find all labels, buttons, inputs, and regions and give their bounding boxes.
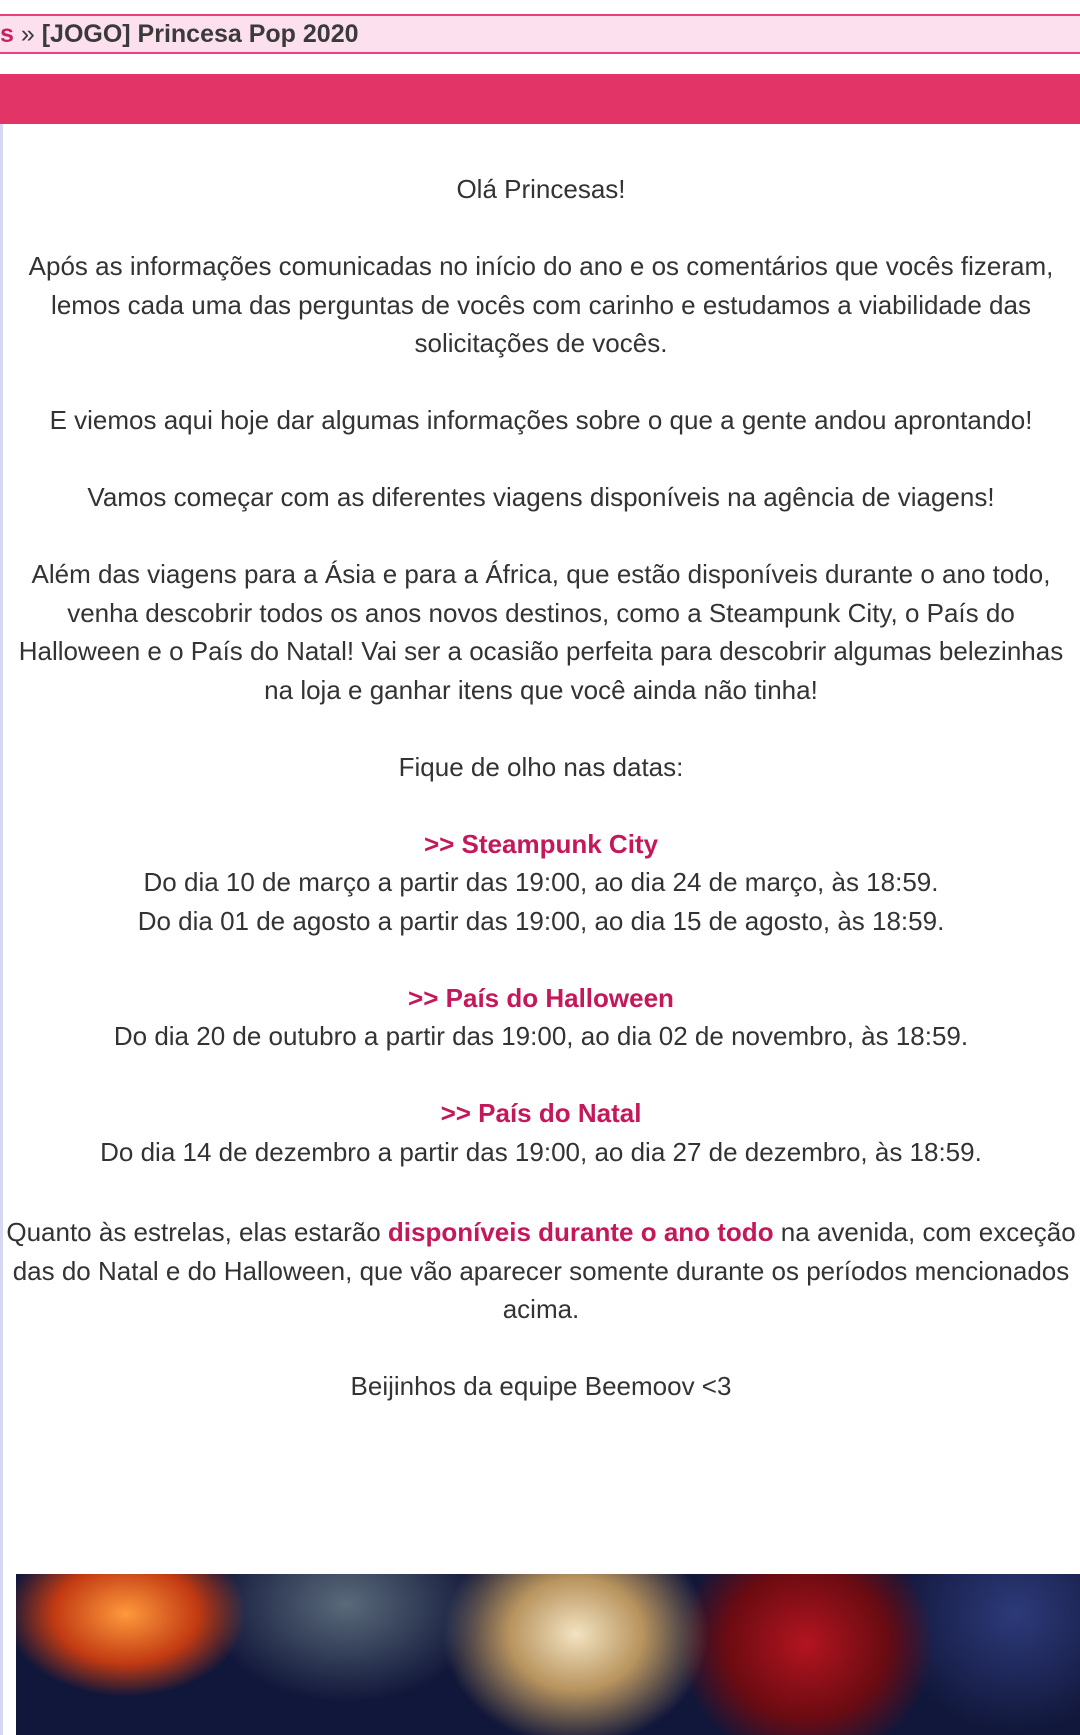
stars-text-after: na avenida, com exceção das do Natal e do Halloween, que vão aparecer somente durante os períodos mencionados acima. [12, 1217, 1076, 1324]
destination-title: >> País do Natal [440, 1098, 642, 1128]
stars-paragraph [4, 1213, 1078, 1329]
post-body [4, 170, 1078, 1444]
intro-paragraph: Após as informações comunicadas no início do ano e os comentários que vocês fizeram, lemos cada uma das perguntas de vocês com carinho e estudamos a viabilidade das solicitações de vocês. [28, 251, 1054, 358]
destination-natal [4, 1094, 1078, 1171]
destination-date: Do dia 14 de dezembro a partir das 19:00, ao dia 27 de dezembro, às 18:59. [100, 1136, 982, 1167]
breadcrumb [0, 14, 1080, 54]
destination-date: Do dia 01 de agosto a partir das 19:00, ao dia 15 de agosto, às 18:59. [137, 905, 945, 936]
destination-halloween [4, 979, 1078, 1056]
destination-date: Do dia 10 de março a partir das 19:00, ao dia 24 de março, às 18:59. [143, 867, 939, 897]
destinations-paragraph: Além das viagens para a Ásia e para a África, que estão disponíveis durante o ano todo, venha descobrir todos os anos novos destinos, como a Steampunk City, o País do Halloween e o País do Natal! Vai ser a ocasião perfeita para descobrir algumas belezinhas na loja e ganhar itens que você ainda não tinha! [18, 559, 1064, 705]
destination-date: Do dia 20 de outubro a partir das 19:00, ao dia 02 de novembro, às 18:59. [113, 1021, 969, 1051]
destination-title: >> Steampunk City [423, 828, 659, 859]
breadcrumb-separator: » [20, 20, 35, 48]
dates-intro: Fique de olho nas datas: [398, 751, 684, 782]
breadcrumb-current-topic: [JOGO] Princesa Pop 2020 [41, 20, 359, 48]
post-header-bar [0, 74, 1080, 124]
destination-title: >> País do Halloween [408, 982, 674, 1013]
signoff: Beijinhos da equipe Beemoov <3 [350, 1371, 732, 1401]
stars-text-before: Quanto às estrelas, elas estarão [6, 1217, 388, 1247]
event-banner-image [16, 1574, 1080, 1735]
destination-steampunk [4, 825, 1078, 941]
breadcrumb-parent-link[interactable]: s [0, 20, 14, 48]
greeting: Olá Princesas! [456, 174, 626, 204]
stars-highlight: disponíveis durante o ano todo [387, 1217, 774, 1247]
news-paragraph: E viemos aqui hoje dar algumas informações sobre o que a gente andou aprontando! [49, 405, 1033, 435]
travel-paragraph: Vamos começar com as diferentes viagens disponíveis na agência de viagens! [87, 482, 995, 512]
